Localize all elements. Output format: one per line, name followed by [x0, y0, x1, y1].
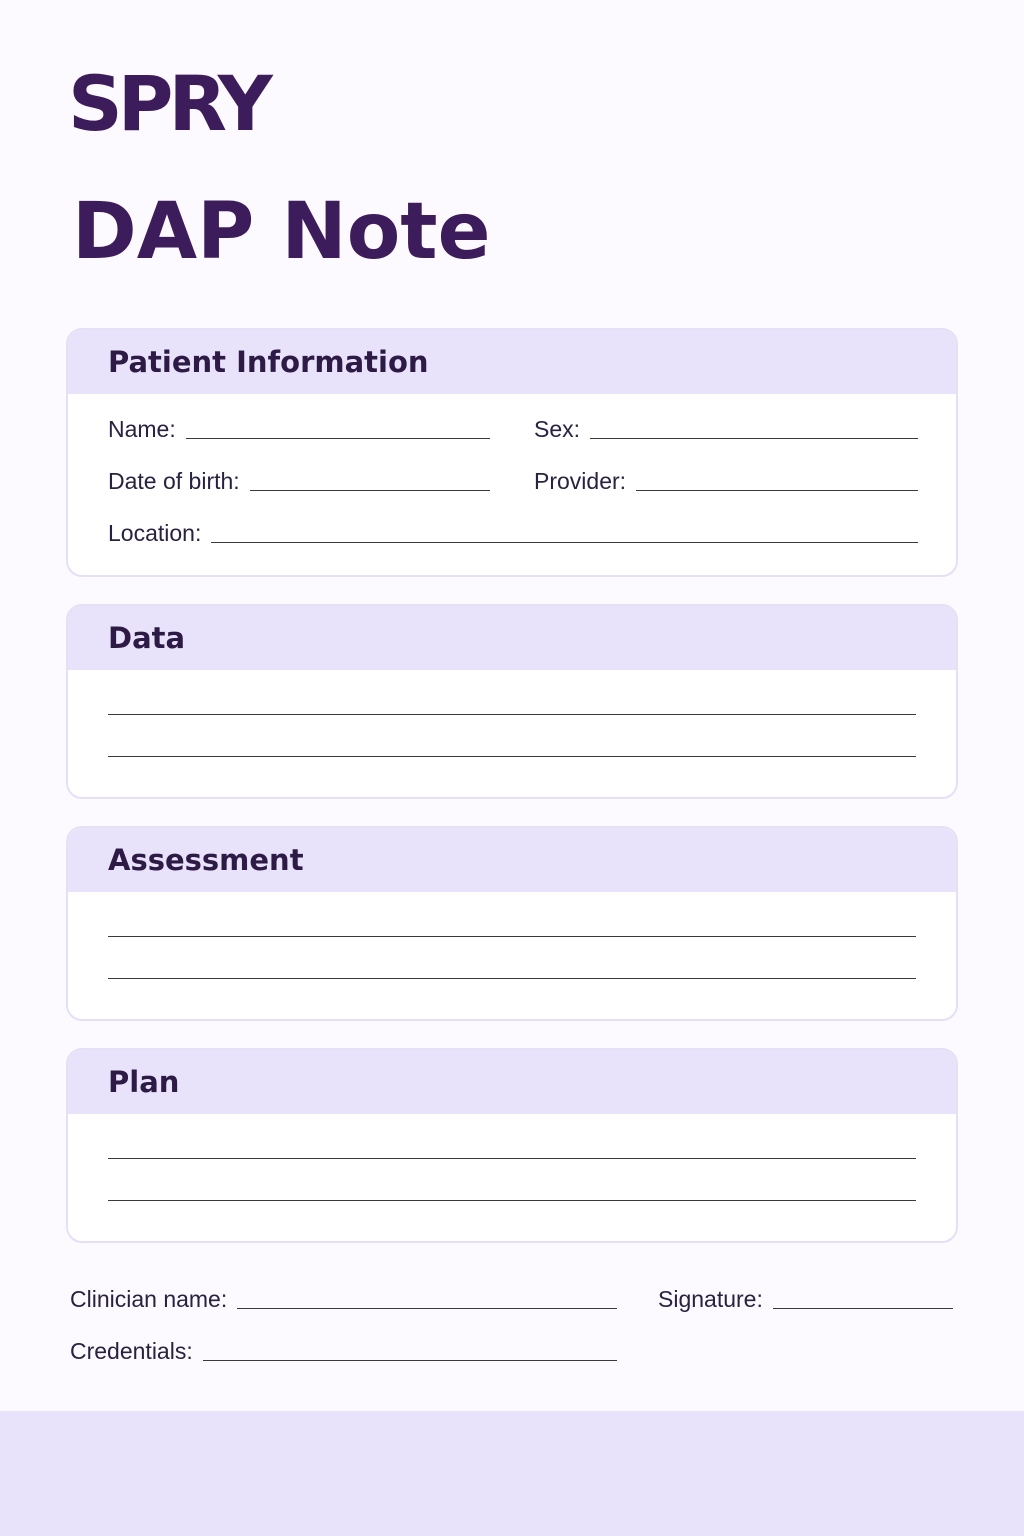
plan-card — [66, 1048, 958, 1243]
page-title: DAP Note — [72, 187, 491, 277]
location-input-line[interactable] — [211, 541, 918, 543]
name-label: Name: — [108, 416, 176, 442]
clinician-name-field[interactable] — [70, 1288, 617, 1311]
location-field[interactable] — [108, 522, 918, 545]
credentials-label: Credentials: — [70, 1338, 193, 1364]
assessment-write-line[interactable] — [108, 936, 916, 937]
provider-input-line[interactable] — [636, 489, 918, 491]
clinician-name-input-line[interactable] — [237, 1308, 617, 1309]
sex-input-line[interactable] — [590, 437, 918, 439]
data-card — [66, 604, 958, 799]
assessment-card — [66, 826, 958, 1021]
date-of-birth-field[interactable] — [108, 470, 490, 493]
patient-information-heading: Patient Information — [68, 330, 956, 394]
plan-write-line[interactable] — [108, 1200, 916, 1201]
sex-label: Sex: — [534, 416, 581, 442]
provider-label: Provider: — [534, 468, 627, 494]
credentials-input-line[interactable] — [203, 1360, 617, 1361]
spry-logo: SPRY — [68, 59, 268, 148]
location-label: Location: — [108, 520, 202, 546]
date-of-birth-input-line[interactable] — [250, 489, 490, 491]
signature-input-line[interactable] — [773, 1308, 953, 1309]
signature-field[interactable] — [658, 1288, 953, 1311]
clinician-name-label: Clinician name: — [70, 1286, 228, 1312]
name-field[interactable] — [108, 418, 490, 441]
plan-write-line[interactable] — [108, 1158, 916, 1159]
data-write-line[interactable] — [108, 756, 916, 757]
footer-band — [0, 1411, 1024, 1536]
plan-heading: Plan — [68, 1050, 956, 1114]
signature-label: Signature: — [658, 1286, 763, 1312]
name-input-line[interactable] — [186, 437, 490, 439]
patient-information-card — [66, 328, 958, 577]
date-of-birth-label: Date of birth: — [108, 468, 240, 494]
data-write-line[interactable] — [108, 714, 916, 715]
credentials-field[interactable] — [70, 1340, 617, 1363]
data-heading: Data — [68, 606, 956, 670]
provider-field[interactable] — [534, 470, 918, 493]
sex-field[interactable] — [534, 418, 918, 441]
assessment-heading: Assessment — [68, 828, 956, 892]
assessment-write-line[interactable] — [108, 978, 916, 979]
